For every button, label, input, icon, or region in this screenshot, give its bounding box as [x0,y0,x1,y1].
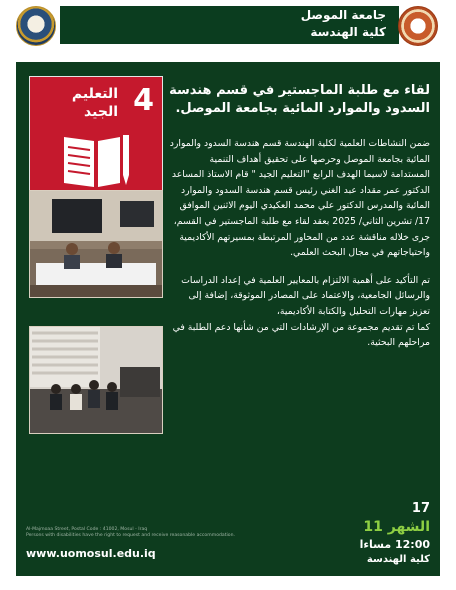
news-poster [14,0,442,590]
article-paragraph-1: ضمن النشاطات العلمية لكلية الهندسة قسم هندسة السدود والموارد المائية بجامعة الموصل وحرصها على تحقيق أهداف التنمية المستدامة لاسيما الهدف الرابع "التعليم الجيد " قام الاستاذ المساعد الدكتور عمر مقداد عبد الغني رئيس قسم هندسة السدود والموارد المائية والمدرس الدكتور علي محمد العكيدي اليوم الاثنين الموافق 17/ تشرين الثاني/ 2025 بعقد لقاء مع طلبة الماجستير في القسم، جرى خلاله مناقشة عدد من المحاور المرتبطة بمسيرتهم الأكاديمية واحتياجاتهم في مجال البحث العلمي. [169,138,430,259]
event-day: 17 [411,501,430,516]
sdg-title: التعليم الجيد [71,86,118,120]
header [14,0,442,48]
event-time: 12:00 مساءا [359,538,430,551]
website-link[interactable]: www.uomosul.edu.iq [26,547,156,560]
book-pencil-icon [60,127,132,197]
article-paragraph-2: تم التأكيد على أهمية الالتزام بالمعايير العلمية في إعداد الدراسات والرسائل الجامعية، والاعتماد على المصادر الموثوقة، إضافة إلى تعزيز مهارات التحليل والكتابة الأكاديمية، [181,274,430,317]
college-name: كلية الهندسة [310,25,386,39]
event-month: الشهر 11 [363,519,430,535]
postal-address [26,527,276,539]
meeting-photo-students [29,326,163,434]
address-line-1: Al-Majmoaa Street, Postal Code : 41002, Mosul - Iraq [26,527,148,532]
students-photo-illustration [30,327,162,433]
sdg-goal-badge [29,76,163,208]
speakers-photo-illustration [30,191,162,297]
main-panel [16,62,440,576]
article-title: لقاء مع طلبة الماجستير في قسم هندسة السدود والموارد المائية بجامعة الموصل. [169,83,430,116]
article [168,82,430,363]
article-paragraph-3: كما تم تقديم مجموعة من الإرشادات التي من شأنها دعم الطلبة في مراحلهم البحثية. [172,321,430,349]
header-title [301,7,386,41]
address-line-2: Persons with disabilities have the right to request and receive reasonable accommodation. [26,533,235,538]
university-name: جامعة الموصل [300,8,386,22]
college-logo [398,6,438,46]
sdg-number: 4 [133,83,154,118]
meeting-photo-speakers [29,190,163,298]
event-date-block [310,500,430,567]
event-venue: كلية الهندسة [366,554,430,565]
university-logo [16,6,56,46]
